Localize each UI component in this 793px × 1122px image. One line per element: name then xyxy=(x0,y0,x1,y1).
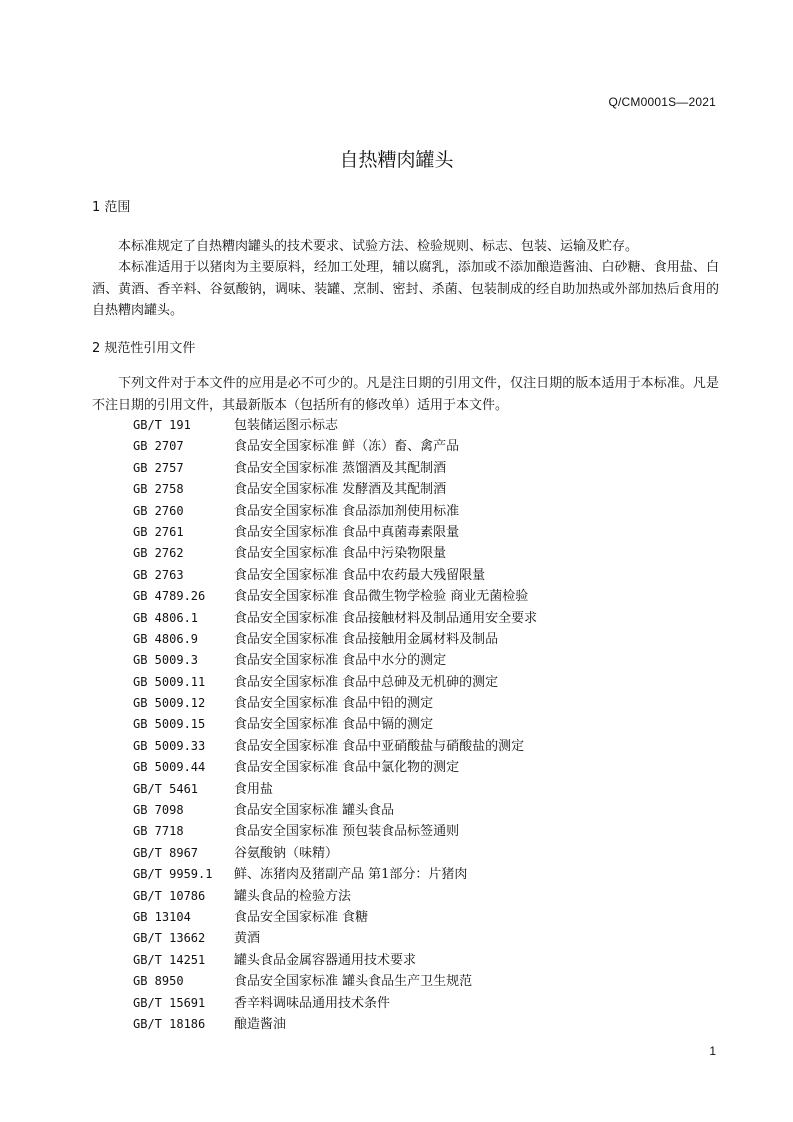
reference-code: GB/T 18186 xyxy=(133,1016,206,1031)
reference-row xyxy=(133,864,537,885)
reference-code: GB/T 13662 xyxy=(133,931,206,946)
document-title: 自热糟肉罐头 xyxy=(339,149,454,171)
reference-row xyxy=(133,479,537,500)
reference-row xyxy=(133,993,537,1014)
reference-code: GB 2762 xyxy=(133,546,184,561)
reference-title: 食品安全国家标准 食品中总砷及无机砷的测定 xyxy=(234,674,499,690)
reference-row xyxy=(133,971,537,992)
reference-row xyxy=(133,458,537,479)
reference-row xyxy=(133,757,537,778)
reference-title: 食品安全国家标准 食品中镉的测定 xyxy=(234,717,434,733)
reference-title: 食品安全国家标准 食品中亚硝酸盐与硝酸盐的测定 xyxy=(234,738,525,754)
reference-row xyxy=(133,907,537,928)
reference-code: GB/T 9959.1 xyxy=(133,867,213,882)
reference-title: 包装储运图示标志 xyxy=(234,418,339,433)
reference-title: 食品安全国家标准 蒸馏酒及其配制酒 xyxy=(234,460,447,476)
reference-code: GB 5009.12 xyxy=(133,696,206,711)
reference-code: GB 2757 xyxy=(133,460,184,475)
reference-list xyxy=(133,415,537,1035)
reference-title: 食用盐 xyxy=(234,781,274,797)
reference-code: GB/T 8967 xyxy=(133,845,199,860)
reference-code: GB/T 5461 xyxy=(133,781,199,796)
reference-title: 食品安全国家标准 罐头食品 xyxy=(234,803,395,819)
reference-row xyxy=(133,436,537,457)
reference-row xyxy=(133,501,537,522)
section-heading-scope: 1 范围 xyxy=(92,200,131,215)
reference-row xyxy=(133,672,537,693)
page-number: 1 xyxy=(709,1044,716,1058)
reference-row xyxy=(133,843,537,864)
reference-row xyxy=(133,693,537,714)
reference-title: 食品安全国家标准 食品中氯化物的测定 xyxy=(234,760,460,776)
reference-code: GB 2761 xyxy=(133,524,184,539)
reference-title: 食品安全国家标准 食糖 xyxy=(234,909,369,925)
reference-title: 罐头食品的检验方法 xyxy=(234,888,352,904)
reference-title: 鲜、冻猪肉及猪副产品 第1部分：片猪肉 xyxy=(234,867,468,883)
reference-row xyxy=(133,415,537,436)
reference-row xyxy=(133,608,537,629)
reference-title: 食品安全国家标准 食品接触用金属材料及制品 xyxy=(234,631,499,647)
document-code: Q/CM0001S—2021 xyxy=(608,95,716,109)
reference-code: GB 4789.26 xyxy=(133,589,206,604)
reference-title: 谷氨酸钠（味精） xyxy=(234,845,339,861)
scope-paragraph-1-text: 本标准规定了自热糟肉罐头的技术要求、试验方法、检验规则、标志、包装、运输及贮存。 xyxy=(118,239,639,254)
reference-code: GB 7718 xyxy=(133,824,184,839)
reference-row xyxy=(133,821,537,842)
reference-row xyxy=(133,714,537,735)
reference-code: GB 2758 xyxy=(133,482,184,497)
section-heading-normative-references: 2 规范性引用文件 xyxy=(92,341,196,356)
reference-code: GB 13104 xyxy=(133,909,191,924)
reference-code: GB 5009.15 xyxy=(133,717,206,732)
reference-code: GB 2707 xyxy=(133,439,184,454)
reference-row xyxy=(133,800,537,821)
reference-row xyxy=(133,779,537,800)
reference-code: GB 5009.44 xyxy=(133,760,206,775)
reference-code: GB 4806.9 xyxy=(133,631,199,646)
reference-title: 食品安全国家标准 发酵酒及其配制酒 xyxy=(234,482,447,498)
reference-code: GB 7098 xyxy=(133,803,184,818)
reference-row xyxy=(133,586,537,607)
reference-code: GB/T 10786 xyxy=(133,888,206,903)
reference-row xyxy=(133,522,537,543)
reference-title: 食品安全国家标准 食品中污染物限量 xyxy=(234,546,447,562)
reference-title: 食品安全国家标准 预包装食品标签通则 xyxy=(234,824,460,840)
reference-code: GB 5009.33 xyxy=(133,738,206,753)
scope-paragraph-2 xyxy=(92,257,719,322)
reference-title: 食品安全国家标准 罐头食品生产卫生规范 xyxy=(234,974,473,990)
reference-title: 黄酒 xyxy=(234,931,261,947)
reference-code: GB/T 15691 xyxy=(133,995,206,1010)
reference-title: 食品安全国家标准 食品添加剂使用标准 xyxy=(234,503,460,519)
reference-row xyxy=(133,629,537,650)
reference-title: 食品安全国家标准 食品中水分的测定 xyxy=(234,653,447,669)
reference-code: GB 5009.11 xyxy=(133,674,206,689)
reference-code: GB 4806.1 xyxy=(133,610,199,625)
reference-code: GB 5009.3 xyxy=(133,653,199,668)
references-paragraph xyxy=(92,373,719,416)
reference-title: 食品安全国家标准 鲜（冻）畜、禽产品 xyxy=(234,439,460,455)
references-paragraph-text: 下列文件对于本文件的应用是必不可少的。凡是注日期的引用文件，仅注日期的版本适用于本标准。凡是不注日期的引用文件，其最新版本（包括所有的修改单）适用于本文件。 xyxy=(92,376,719,413)
reference-row xyxy=(133,886,537,907)
reference-title: 酿造酱油 xyxy=(234,1016,287,1032)
scope-paragraph-2-text: 本标准适用于以猪肉为主要原料，经加工处理，辅以腐乳，添加或不添加酿造酱油、白砂糖、食用盐、白酒、黄酒、香辛料、谷氨酸钠，调味、装罐、烹制、密封、杀菌、包装制成的经自助加热或外部加热后食用的自热糟肉罐头。 xyxy=(92,260,719,318)
reference-code: GB/T 14251 xyxy=(133,952,206,967)
reference-code: GB 2760 xyxy=(133,503,184,518)
reference-code: GB/T 191 xyxy=(133,418,191,432)
reference-title: 食品安全国家标准 食品中真菌毒素限量 xyxy=(234,524,460,540)
reference-row xyxy=(133,565,537,586)
reference-row xyxy=(133,1014,537,1035)
reference-title: 香辛料调味品通用技术条件 xyxy=(234,995,391,1011)
reference-row xyxy=(133,650,537,671)
reference-row xyxy=(133,950,537,971)
reference-row xyxy=(133,928,537,949)
reference-title: 食品安全国家标准 食品接触材料及制品通用安全要求 xyxy=(234,610,538,626)
reference-code: GB 2763 xyxy=(133,567,184,582)
scope-paragraph-1 xyxy=(92,236,719,258)
reference-title: 食品安全国家标准 食品中农药最大残留限量 xyxy=(234,567,486,583)
reference-title: 食品安全国家标准 食品微生物学检验 商业无菌检验 xyxy=(234,589,529,605)
reference-row xyxy=(133,736,537,757)
reference-code: GB 8950 xyxy=(133,974,184,989)
reference-row xyxy=(133,543,537,564)
reference-title: 罐头食品金属容器通用技术要求 xyxy=(234,952,417,968)
reference-title: 食品安全国家标准 食品中铅的测定 xyxy=(234,696,434,712)
